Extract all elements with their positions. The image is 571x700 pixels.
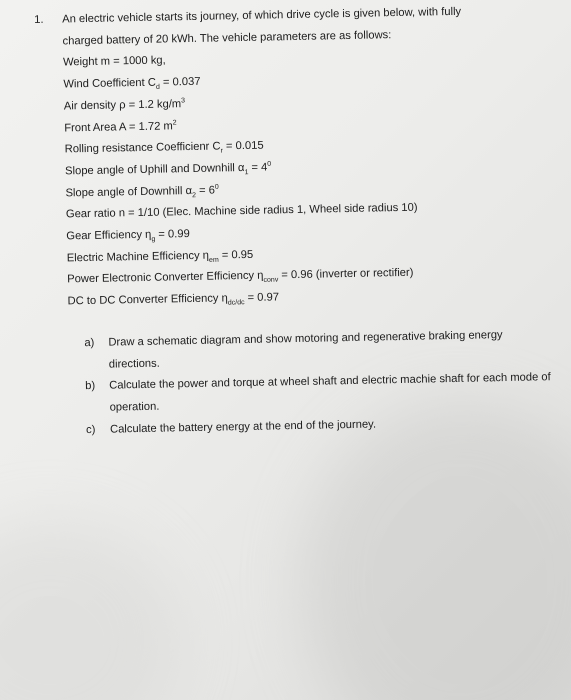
param-superscript: 0 [267,160,272,168]
param-label: Slope angle of Uphill and Downhill α [64,161,245,178]
sub-question-label: b) [85,380,96,393]
sub-question-label: c) [85,423,96,436]
param-value: = 0.97 [244,291,280,305]
param-superscript: 2 [172,119,177,127]
param-value: = 0.037 [159,75,201,89]
param-subscript: g [151,235,156,244]
param-value: = 0.015 [222,139,264,153]
question-sheet [34,0,552,442]
param-gear-ratio: Gear ratio n = 1/10 (Elec. Machine side radius 1, Wheel side radius 10) [65,202,418,221]
question-number: 1. [34,13,44,26]
sub-question-label: a) [84,336,95,349]
param-label: Gear Efficiency η [66,228,152,243]
param-label: Front Area A = 1.72 m [64,119,173,134]
param-value: = 6 [195,184,215,197]
param-subscript: conv [263,277,279,285]
param-value: = 0.95 [218,248,254,262]
param-value: = 0.99 [155,228,190,241]
param-value: = 0.96 (inverter or rectifier) [278,267,414,282]
param-subscript: 1 [244,169,249,177]
lighting-shadow [0,520,180,700]
param-label: DC to DC Converter Efficiency η [67,292,228,308]
intro-line-2: charged battery of 20 kWh. The vehicle parameters are as follows: [62,28,392,48]
param-subscript: 2 [192,191,197,199]
param-subscript: em [208,256,219,264]
param-subscript: dc/dc [227,299,245,307]
param-weight: Weight m = 1000 kg, [62,54,166,69]
lighting-shadow [300,400,571,700]
param-label: Wind Coefficient C [63,76,156,91]
sub-question-text: Draw a schematic diagram and show motoring and regenerative braking energy directions. [108,328,503,371]
question-block [34,0,552,442]
question-body [62,0,552,442]
param-label: Slope angle of Downhill α [65,184,193,200]
param-subscript: d [155,83,160,92]
param-subscript: r [220,147,224,155]
param-superscript: 0 [214,183,219,191]
param-label: Air density ρ = 1.2 kg/m [63,98,182,113]
intro-line-1: An electric vehicle starts its journey, of which drive cycle is given below, with fully [62,5,462,26]
param-superscript: 3 [181,97,186,105]
sub-question-text: Calculate the battery energy at the end of the journey. [109,418,377,436]
param-label: Power Electronic Converter Efficiency η [67,270,264,286]
sub-questions [68,324,552,442]
param-label: Electric Machine Efficiency η [66,249,210,265]
parameter-list [63,44,550,314]
param-label: Rolling resistance Coefficienr C [64,140,221,156]
sub-question-text: Calculate the power and torque at wheel shaft and electric machie shaft for each mode of operation. [109,371,551,414]
param-value: = 4 [248,161,268,174]
